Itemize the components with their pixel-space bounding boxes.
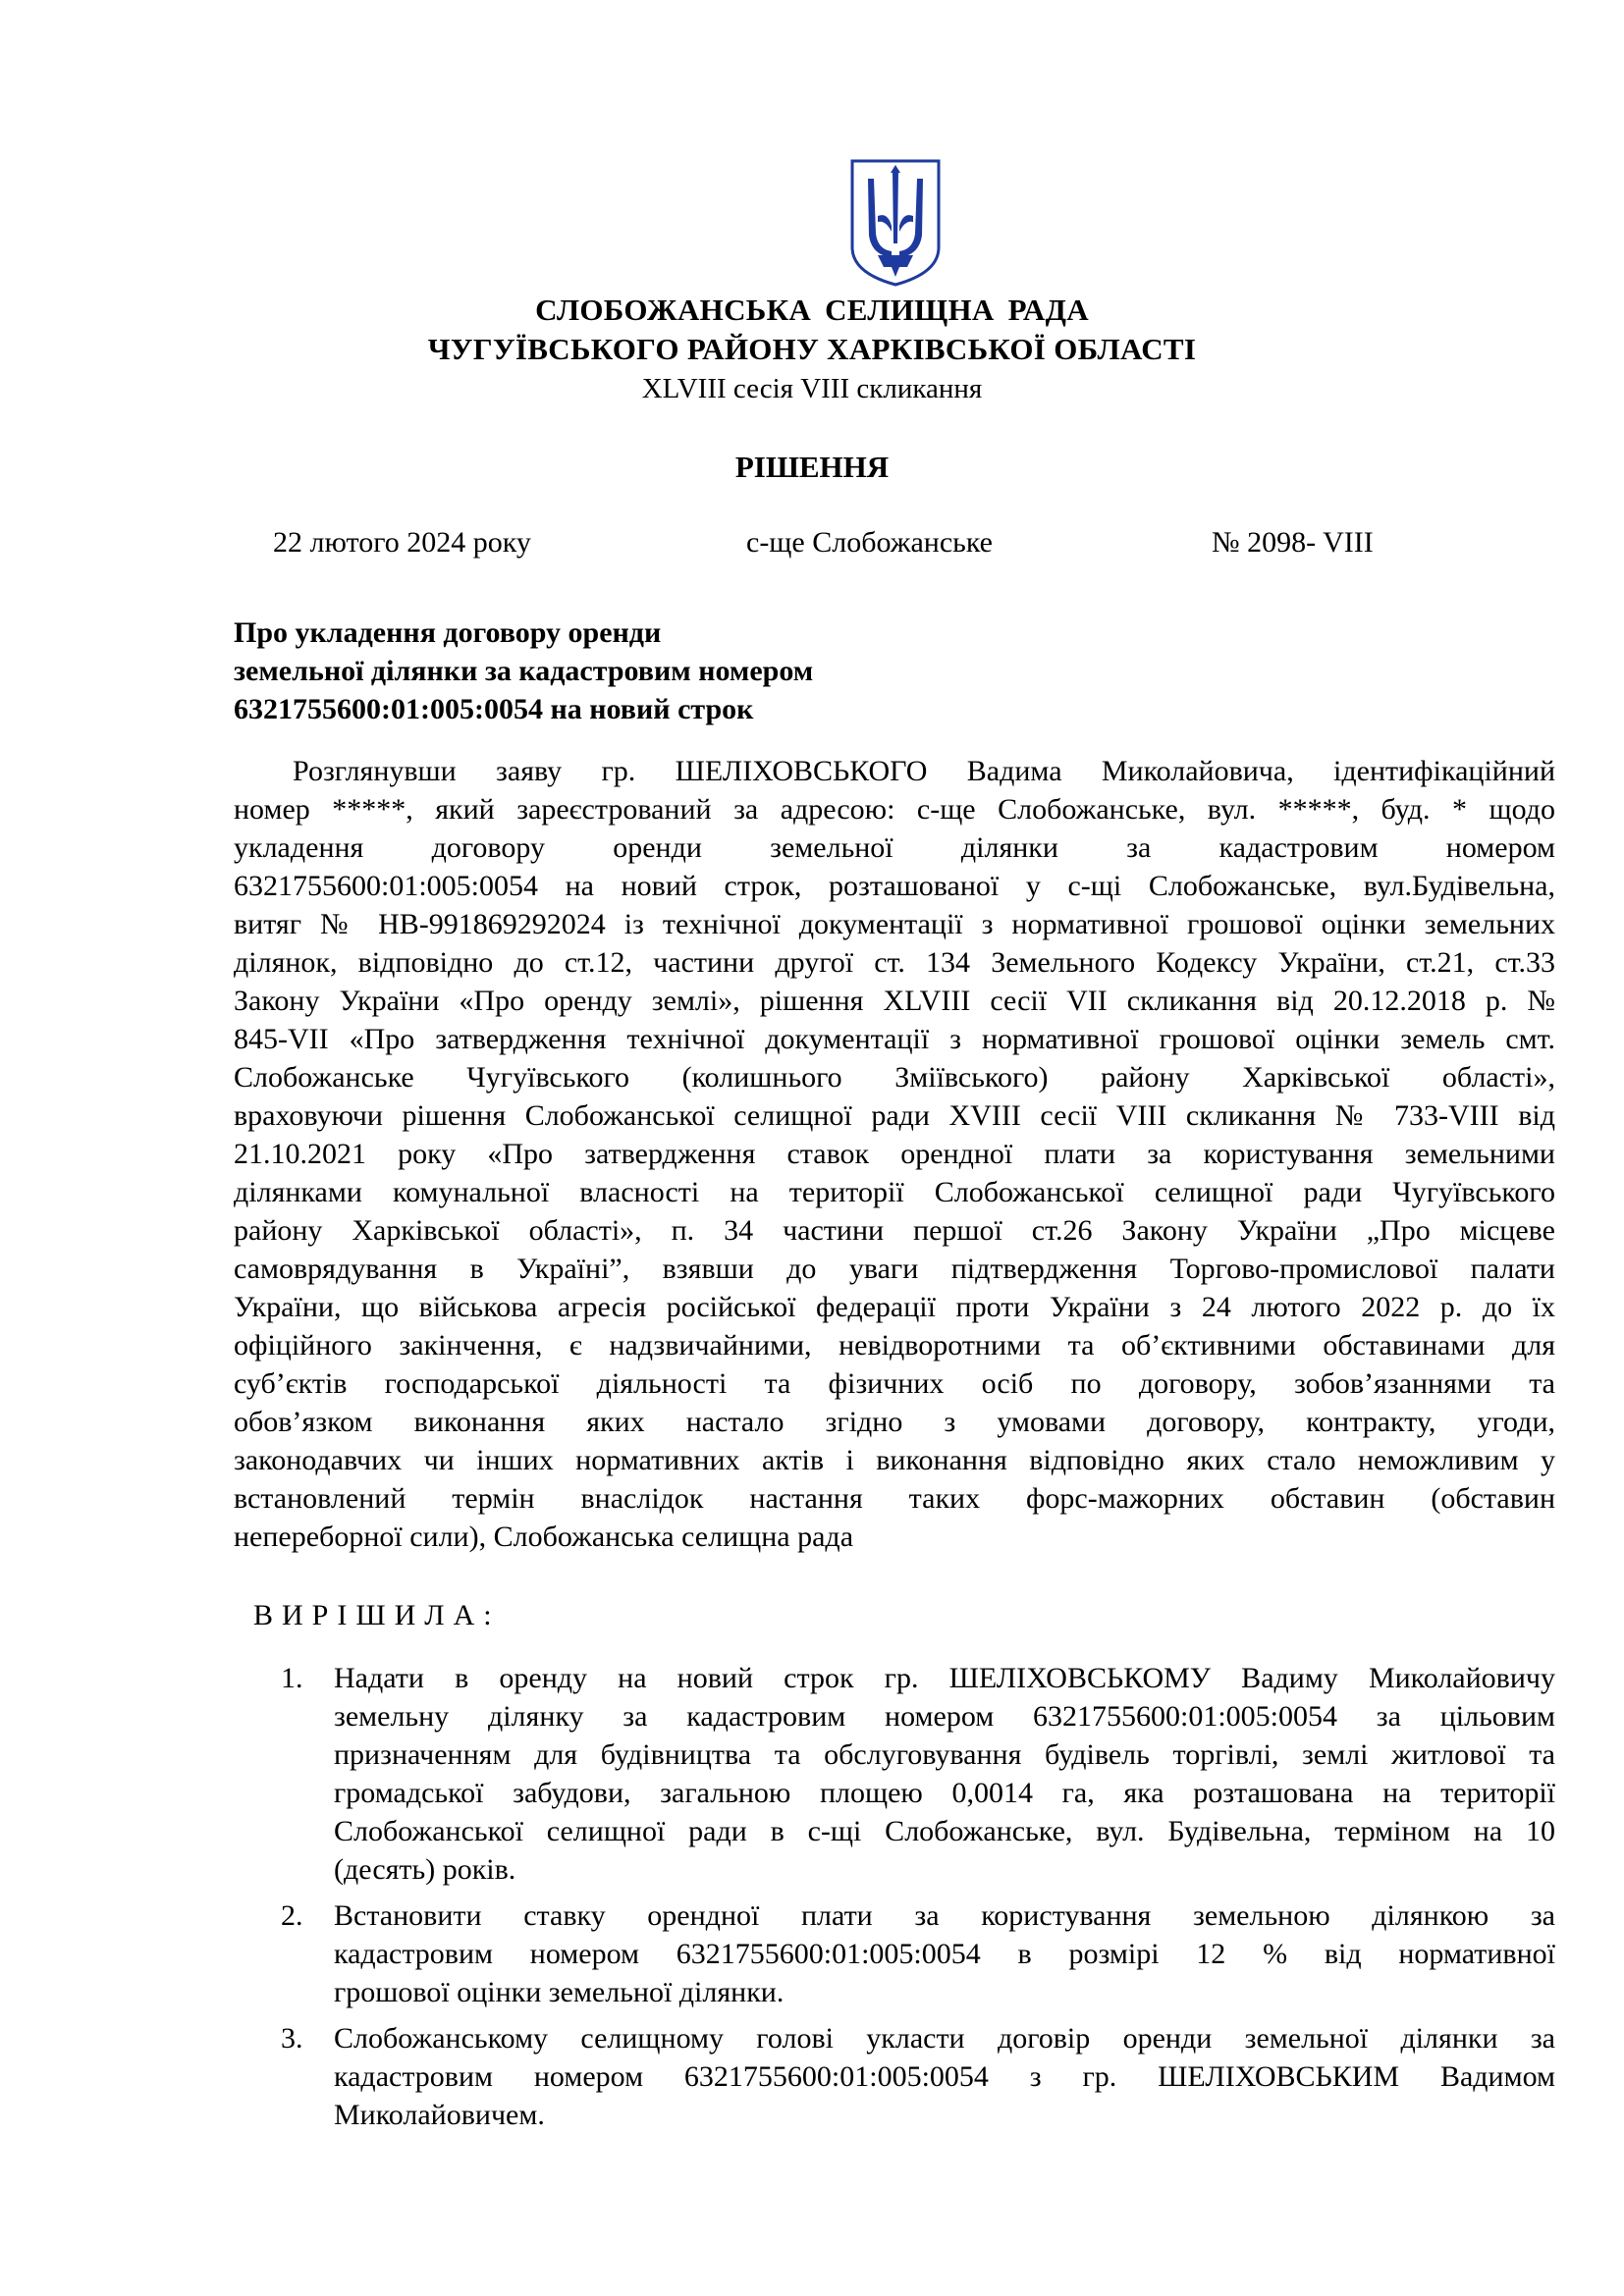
item-line: земельну ділянку за кадастровим номером 6321755600:01:005:0054 за цільовим bbox=[334, 1700, 1555, 1733]
preamble-line: ділянками комунальної власності на території Слобожанської селищної ради Чугуївського bbox=[234, 1176, 1555, 1208]
preamble-line: Слобожанське Чугуївського (колишнього Зміївського) району Харківської області», bbox=[234, 1061, 1555, 1094]
decision-date: 22 лютого 2024 року bbox=[273, 526, 531, 559]
preamble-line: 21.10.2021 року «Про затвердження ставок орендної плати за користування земельними bbox=[234, 1138, 1555, 1170]
decision-number: № 2098- VIII bbox=[1212, 526, 1374, 559]
preamble-line: укладення договору оренди земельної ділянки за кадастровим номером bbox=[234, 831, 1555, 864]
item-line: призначенням для будівництва та обслуговування будівель торгівлі, землі житлової та bbox=[334, 1738, 1555, 1771]
item-line: Слобожанської селищної ради в с-щі Слобожанське, вул. Будівельна, терміном на 10 bbox=[334, 1815, 1555, 1847]
document-type-title: РІШЕННЯ bbox=[734, 450, 890, 484]
decision-place: с-ще Слобожанське bbox=[746, 526, 993, 559]
item-number: 3. bbox=[281, 2022, 303, 2055]
resolution-heading: ВИРІШИЛА: bbox=[253, 1599, 501, 1631]
item-line: Встановити ставку орендної плати за користування земельною ділянкою за bbox=[334, 1899, 1555, 1932]
preamble-line: законодавчих чи інших нормативних актів і виконання відповідно яких стало неможливим у bbox=[234, 1444, 1555, 1476]
item-line: (десять) років. bbox=[334, 1853, 516, 1886]
council-name: СЛОБОЖАНСЬКА СЕЛИЩНА РАДА bbox=[535, 293, 1089, 327]
preamble-line: обов’язком виконання яких настало згідно з умовами договору, контракту, угоди, bbox=[234, 1406, 1555, 1438]
preamble-line: ділянок, відповідно до ст.12, частини другої ст. 134 Земельного Кодексу України, ст.21, ст.33 bbox=[234, 946, 1555, 979]
resolution-list bbox=[281, 1659, 1555, 2142]
preamble-line: враховуючи рішення Слобожанської селищної ради XVIII сесії VIII скликання № 733-VIII від bbox=[234, 1099, 1555, 1132]
preamble-line: 6321755600:01:005:0054 на новий строк, розташованої у с-щі Слобожанське, вул.Будівельна, bbox=[234, 870, 1555, 902]
preamble-line: суб’єктів господарської діяльності та фізичних осіб по договору, зобов’язаннями та bbox=[234, 1367, 1555, 1400]
preamble-line: витяг № НВ-991869292024 із технічної документації з нормативної грошової оцінки земельних bbox=[234, 908, 1555, 940]
preamble-line: самоврядування в Україні”, взявши до уваги підтвердження Торгово-промислової палати bbox=[234, 1253, 1555, 1285]
preamble-line: України, що військова агресія російської федерації проти України з 24 лютого 2022 р. до їх bbox=[234, 1291, 1555, 1323]
session-label: XLVIII сесія VIII скликання bbox=[641, 373, 983, 404]
item-line: грошової оцінки земельної ділянки. bbox=[334, 1976, 785, 2008]
preamble-paragraph bbox=[234, 752, 1555, 1556]
resolution-item bbox=[281, 2019, 1555, 2134]
decision-subject bbox=[234, 614, 813, 728]
preamble-line: району Харківської області», п. 34 частини першої ст.26 Закону України „Про місцеве bbox=[234, 1214, 1555, 1247]
preamble-line: номер *****, який зареєстрований за адресою: с-ще Слобожанське, вул. *****, буд. * щодо bbox=[234, 793, 1555, 826]
trident-coat-of-arms-icon bbox=[848, 157, 943, 289]
item-line: Миколайовичем. bbox=[334, 2099, 545, 2131]
preamble-line: офіційного закінчення, є надзвичайними, невідворотними та об’єктивними обставинами для bbox=[234, 1329, 1555, 1362]
subject-line: земельної ділянки за кадастровим номером bbox=[234, 655, 814, 687]
district-name: ЧУГУЇВСЬКОГО РАЙОНУ ХАРКІВСЬКОЇ ОБЛАСТІ bbox=[427, 332, 1197, 366]
item-line: Слобожанському селищному голові укласти договір оренди земельної ділянки за bbox=[334, 2022, 1555, 2055]
item-line: громадської забудови, загальною площею 0,0014 га, яка розташована на території bbox=[334, 1777, 1555, 1809]
preamble-line: Розглянувши заяву гр. ШЕЛІХОВСЬКОГО Вадима Миколайовича, ідентифікаційний bbox=[293, 755, 1555, 787]
preamble-line: непереборної сили), Слобожанська селищна рада bbox=[234, 1521, 854, 1553]
item-number: 1. bbox=[281, 1662, 303, 1694]
item-line: кадастровим номером 6321755600:01:005:0054 з гр. ШЕЛІХОВСЬКИМ Вадимом bbox=[334, 2060, 1555, 2093]
subject-line: 6321755600:01:005:0054 на новий строк bbox=[234, 693, 754, 725]
subject-line: Про укладення договору оренди bbox=[234, 616, 662, 649]
preamble-line: 845-VII «Про затвердження технічної документації з нормативної грошової оцінки земель смт. bbox=[234, 1023, 1555, 1055]
resolution-item bbox=[281, 1659, 1555, 1889]
item-line: Надати в оренду на новий строк гр. ШЕЛІХОВСЬКОМУ Вадиму Миколайовичу bbox=[334, 1662, 1555, 1694]
item-number: 2. bbox=[281, 1899, 303, 1932]
resolution-item bbox=[281, 1896, 1555, 2011]
item-line: кадастровим номером 6321755600:01:005:0054 в розмірі 12 % від нормативної bbox=[334, 1938, 1555, 1970]
preamble-line: встановлений термін внаслідок настання таких форс-мажорних обставин (обставин bbox=[234, 1482, 1555, 1515]
preamble-line: Закону України «Про оренду землі», рішення XLVIII сесії VII скликання від 20.12.2018 р. № bbox=[234, 985, 1555, 1017]
